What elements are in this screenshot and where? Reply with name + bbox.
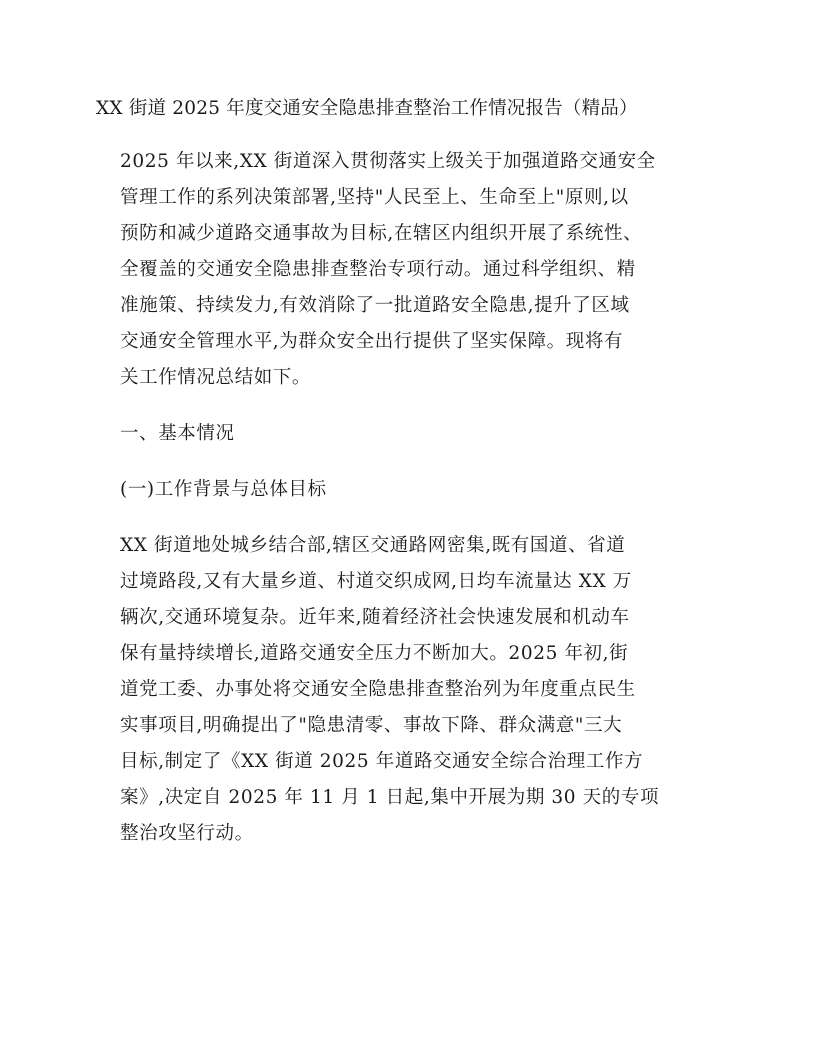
subsection-heading-background: (一)工作背景与总体目标 [120,479,327,500]
intro-line-1: 2025 年以来,XX 街道深入贯彻落实上级关于加强道路交通安全 [120,151,656,172]
document-title: XX 街道 2025 年度交通安全隐患排查整治工作情况报告（精品） [96,98,638,119]
body-line-5: 道党工委、办事处将交通安全隐患排查整治列为年度重点民生 [120,679,636,700]
body-line-3: 辆次,交通环境复杂。近年来,随着经济社会快速发展和机动车 [120,607,630,628]
body-line-7: 目标,制定了《XX 街道 2025 年道路交通安全综合治理工作方 [120,751,644,772]
body-line-8: 案》,决定自 2025 年 11 月 1 日起,集中开展为期 30 天的专项 [120,787,660,808]
section-heading-basic-situation: 一、基本情况 [120,423,235,444]
intro-line-3: 预防和减少道路交通事故为目标,在辖区内组织开展了系统性、 [120,223,643,244]
intro-line-7: 关工作情况总结如下。 [120,367,312,388]
intro-line-2: 管理工作的系列决策部署,坚持"人民至上、生命至上"原则,以 [120,187,629,208]
body-line-4: 保有量持续增长,道路交通安全压力不断加大。2025 年初,街 [120,643,629,664]
body-line-1: XX 街道地处城乡结合部,辖区交通路网密集,既有国道、省道 [120,535,626,556]
intro-line-4: 全覆盖的交通安全隐患排查整治专项行动。通过科学组织、精 [120,259,636,280]
body-line-9: 整治攻坚行动。 [120,823,254,844]
intro-line-5: 准施策、持续发力,有效消除了一批道路安全隐患,提升了区域 [120,295,630,316]
intro-line-6: 交通安全管理水平,为群众安全出行提供了坚实保障。现将有 [120,331,624,352]
body-line-2: 过境路段,又有大量乡道、村道交织成网,日均车流量达 XX 万 [120,571,632,592]
body-line-6: 实事项目,明确提出了"隐患清零、事故下降、群众满意"三大 [120,715,623,736]
